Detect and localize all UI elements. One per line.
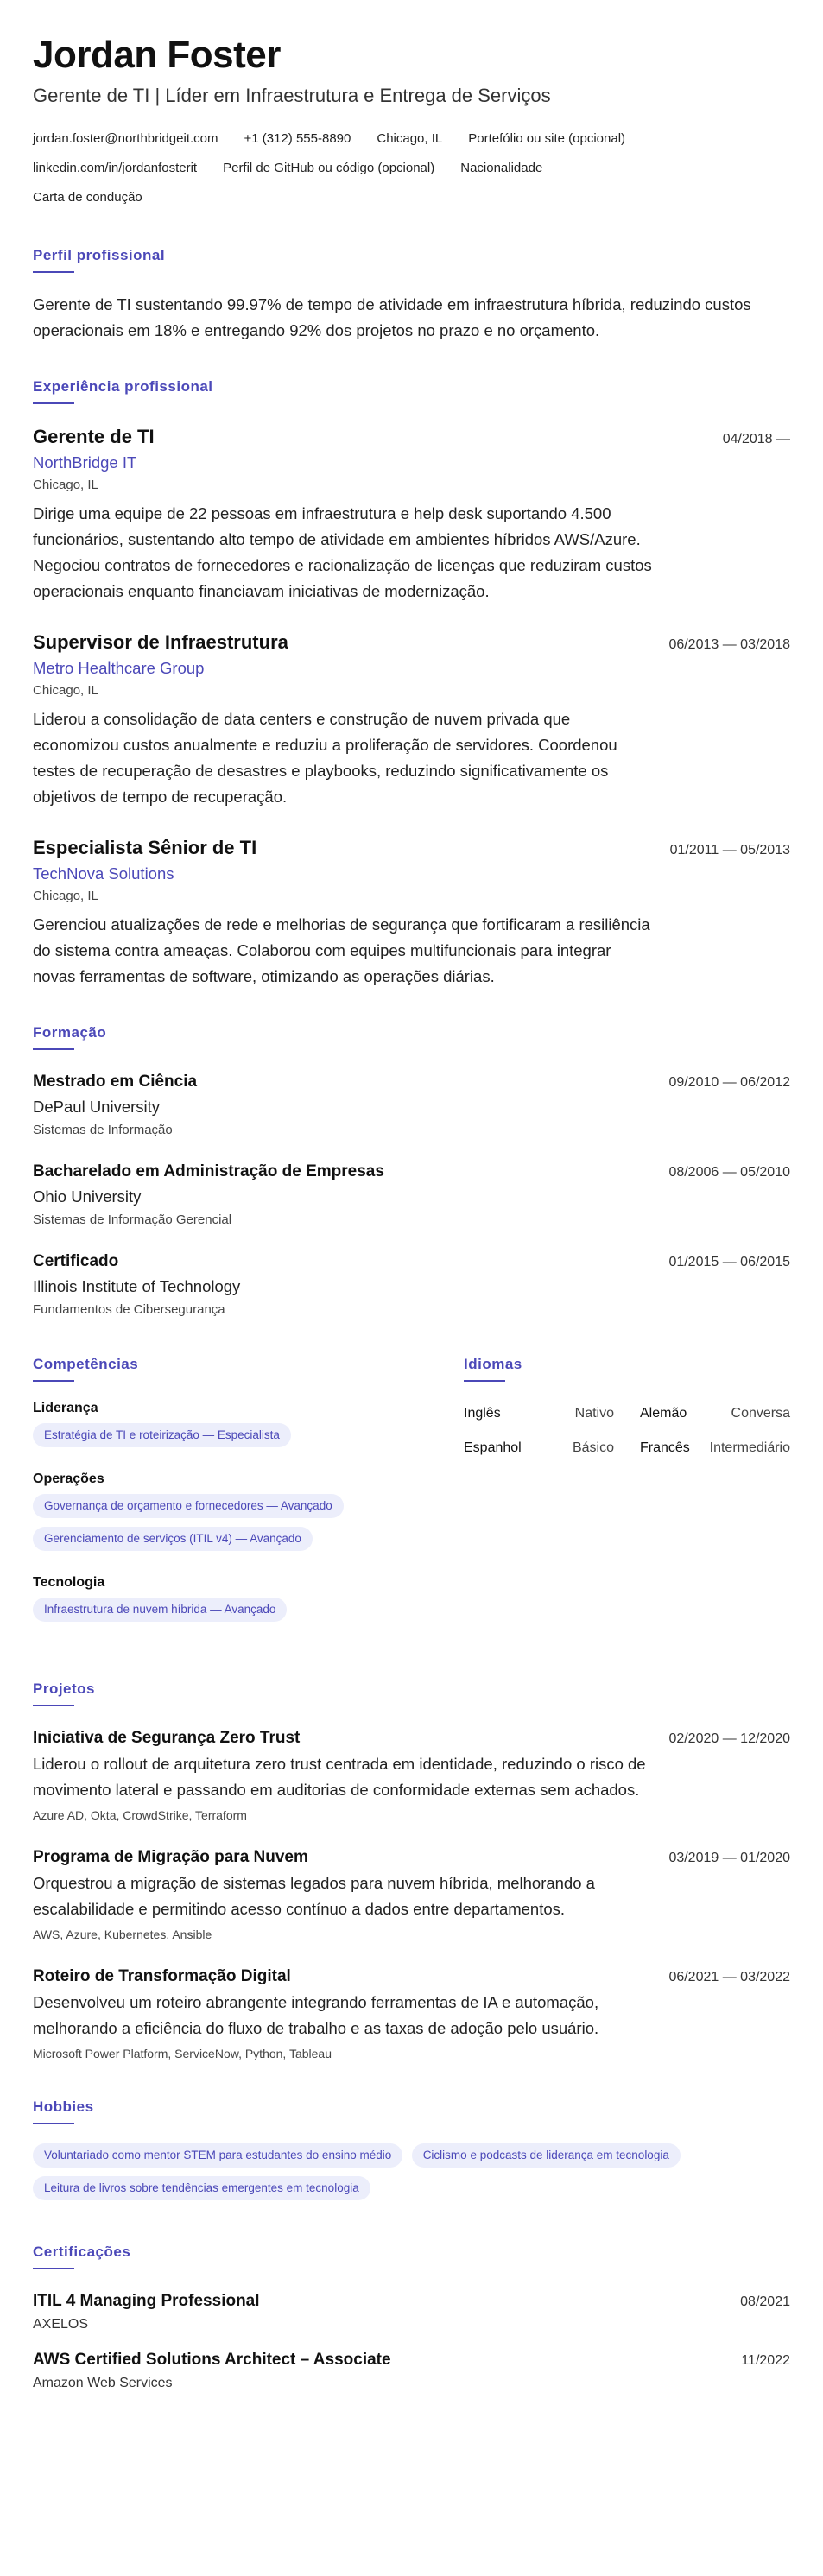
job-dates: 01/2011 — 05/2013 (669, 843, 790, 858)
section-divider (33, 402, 74, 404)
language-name: Alemão (640, 1406, 687, 1421)
language-level: Intermediário (709, 1440, 790, 1455)
certification-issuer: AXELOS (33, 2317, 89, 2332)
project-entry (33, 1845, 790, 1945)
project-title: Iniciativa de Segurança Zero Trust (33, 1729, 301, 1747)
section-divider (464, 1380, 505, 1382)
languages-section (464, 1356, 790, 1646)
contact-nationality: Nacionalidade (460, 161, 543, 175)
language-level: Conversa (731, 1406, 790, 1421)
education-field: Sistemas de Informação (33, 1123, 173, 1137)
section-title: Competências (33, 1356, 139, 1372)
project-header (33, 1845, 790, 1870)
skills-section (33, 1356, 429, 1646)
section-title: Formação (33, 1024, 107, 1041)
job-description: Gerenciou atualizações de rede e melhorias de segurança que fortificaram a resiliência do sistema contra ameaças. Colaborou com equipes multifuncionais para integrar novas ferramentas de software, otimizando as operações diárias. (33, 915, 650, 985)
project-header (33, 1964, 790, 1990)
certification-date: 11/2022 (741, 2353, 790, 2368)
education-field: Sistemas de Informação Gerencial (33, 1212, 232, 1227)
section-title: Perfil profissional (33, 247, 166, 263)
section-divider (33, 1705, 74, 1706)
certification-issuer: Amazon Web Services (33, 2376, 173, 2390)
skill-group-title: Tecnologia (33, 1575, 105, 1590)
hobby-chip: Ciclismo e podcasts de liderança em tecnologia (412, 2143, 681, 2168)
job-location: Chicago, IL (33, 683, 98, 698)
resume-header (33, 33, 790, 212)
contact-row (33, 183, 790, 212)
project-technologies: AWS, Azure, Kubernetes, Ansible (33, 1927, 212, 1941)
job-header (33, 423, 790, 451)
skill-chip: Infraestrutura de nuvem híbrida — Avançado (33, 1598, 287, 1622)
summary-text: Gerente de TI sustentando 99.97% de tempo de atividade em infraestrutura híbrida, reduzindo custos operacionais em 18% e entregando 92% dos projetos no prazo e no orçamento. (33, 295, 751, 339)
education-header (33, 1159, 790, 1185)
section-divider (33, 1380, 74, 1382)
education-school: Ohio University (33, 1187, 142, 1206)
skill-chip: Governança de orçamento e fornecedores — Avançado (33, 1494, 344, 1518)
section-divider (33, 271, 74, 273)
experience-section (33, 378, 790, 990)
education-degree: Certificado (33, 1252, 119, 1270)
language-name: Francês (640, 1440, 690, 1455)
language-name: Espanhol (464, 1440, 522, 1455)
project-title: Programa de Migração para Nuvem (33, 1848, 308, 1866)
project-technologies: Microsoft Power Platform, ServiceNow, Python, Tableau (33, 2047, 332, 2060)
education-entry (33, 1069, 790, 1142)
education-school: Illinois Institute of Technology (33, 1277, 241, 1295)
language-name: Inglês (464, 1406, 501, 1421)
candidate-headline: Gerente de TI | Líder em Infraestrutura e Entrega de Serviços (33, 85, 551, 106)
contact-location: Chicago, IL (377, 131, 443, 146)
education-dates: 09/2010 — 06/2012 (668, 1075, 790, 1090)
project-dates: 03/2019 — 01/2020 (668, 1851, 790, 1865)
certifications-section (33, 2244, 790, 2394)
language-item (464, 1401, 614, 1427)
job-entry (33, 629, 790, 810)
contact-email[interactable]: jordan.foster@northbridgeit.com (33, 131, 218, 146)
skill-group (33, 1472, 429, 1560)
education-dates: 08/2006 — 05/2010 (668, 1165, 790, 1180)
section-divider (33, 2123, 74, 2124)
education-degree: Bacharelado em Administração de Empresas (33, 1162, 384, 1180)
project-title: Roteiro de Transformação Digital (33, 1967, 291, 1985)
section-title: Hobbies (33, 2098, 94, 2115)
job-dates: 04/2018 — (722, 432, 790, 446)
project-technologies: Azure AD, Okta, CrowdStrike, Terraform (33, 1808, 247, 1822)
hobby-chips (33, 2143, 790, 2209)
projects-section (33, 1680, 790, 2064)
job-title: Gerente de TI (33, 426, 155, 447)
contact-row (33, 124, 790, 154)
education-school: DePaul University (33, 1098, 161, 1116)
certification-title: ITIL 4 Managing Professional (33, 2292, 260, 2310)
skill-group (33, 1401, 429, 1456)
education-dates: 01/2015 — 06/2015 (668, 1255, 790, 1269)
contact-portfolio[interactable]: Portefólio ou site (opcional) (468, 131, 626, 146)
job-company[interactable]: Metro Healthcare Group (33, 659, 205, 677)
skills-languages-row (33, 1356, 790, 1646)
project-dates: 02/2020 — 12/2020 (668, 1731, 790, 1746)
certification-date: 08/2021 (740, 2294, 790, 2309)
job-entry (33, 423, 790, 604)
project-description: Orquestrou a migração de sistemas legados para nuvem híbrida, melhorando a escalabilidade e permitindo acesso contínuo a dados entre departamentos. (33, 1874, 595, 1918)
project-entry (33, 1725, 790, 1826)
job-title: Supervisor de Infraestrutura (33, 631, 288, 653)
hobby-chip: Voluntariado como mentor STEM para estudantes do ensino médio (33, 2143, 402, 2168)
language-level: Nativo (574, 1406, 614, 1421)
job-dates: 06/2013 — 03/2018 (668, 637, 790, 652)
section-title: Experiência profissional (33, 378, 213, 395)
section-title: Certificações (33, 2244, 131, 2260)
section-title: Idiomas (464, 1356, 522, 1372)
project-description: Liderou o rollout de arquitetura zero trust centrada em identidade, reduzindo o risco de movimento lateral e passando em auditorias de conformidade externas sem achados. (33, 1755, 646, 1799)
skill-group-title: Liderança (33, 1401, 98, 1415)
contact-linkedin[interactable]: linkedin.com/in/jordanfosterit (33, 161, 198, 175)
job-company[interactable]: NorthBridge IT (33, 453, 137, 472)
section-divider (33, 2268, 74, 2269)
job-company[interactable]: TechNova Solutions (33, 864, 174, 883)
section-divider (33, 1048, 74, 1050)
project-header (33, 1725, 790, 1751)
candidate-name: Jordan Foster (33, 34, 281, 76)
certification-entry (33, 2347, 790, 2394)
language-item (464, 1435, 614, 1461)
education-header (33, 1249, 790, 1275)
certification-header (33, 2288, 790, 2314)
education-section (33, 1024, 790, 1321)
contact-info (33, 124, 790, 212)
hobbies-section (33, 2098, 790, 2209)
education-entry (33, 1249, 790, 1321)
skill-group-title: Operações (33, 1472, 104, 1486)
job-title: Especialista Sênior de TI (33, 837, 257, 858)
job-entry (33, 834, 790, 990)
language-item (640, 1435, 790, 1461)
education-field: Fundamentos de Cibersegurança (33, 1302, 225, 1317)
education-entry (33, 1159, 790, 1231)
project-dates: 06/2021 — 03/2022 (668, 1970, 790, 1984)
job-location: Chicago, IL (33, 478, 98, 492)
skill-chip: Estratégia de TI e roteirização — Especialista (33, 1423, 291, 1447)
education-header (33, 1069, 790, 1095)
language-level: Básico (572, 1440, 614, 1455)
contact-drivers-license: Carta de condução (33, 190, 142, 205)
job-header (33, 629, 790, 656)
contact-github[interactable]: Perfil de GitHub ou código (opcional) (223, 161, 435, 175)
section-title: Projetos (33, 1680, 96, 1697)
skill-chip: Gerenciamento de serviços (ITIL v4) — Avançado (33, 1527, 313, 1551)
job-header (33, 834, 790, 862)
hobby-chip: Leitura de livros sobre tendências emergentes em tecnologia (33, 2176, 370, 2200)
certification-title: AWS Certified Solutions Architect – Associate (33, 2351, 391, 2369)
project-description: Desenvolveu um roteiro abrangente integrando ferramentas de IA e automação, melhorando a eficiência do fluxo de trabalho e as taxas de adoção pelo usuário. (33, 1993, 599, 2037)
education-degree: Mestrado em Ciência (33, 1073, 198, 1091)
certification-entry (33, 2288, 790, 2335)
skill-group (33, 1575, 429, 1630)
certification-header (33, 2347, 790, 2373)
project-entry (33, 1964, 790, 2064)
job-description: Liderou a consolidação de data centers e construção de nuvem privada que economizou custos anualmente e reduziu a proliferação de servidores. Coordenou testes de recuperação de desastres e playbooks, reduzindo significativamente os objetivos de tempo de recuperação. (33, 710, 617, 806)
contact-phone[interactable]: +1 (312) 555-8890 (244, 131, 351, 146)
languages-grid (464, 1401, 790, 1461)
job-location: Chicago, IL (33, 889, 98, 903)
contact-row (33, 154, 790, 183)
job-description: Dirige uma equipe de 22 pessoas em infraestrutura e help desk suportando 4.500 funcionários, sustentando alto tempo de atividade em ambientes híbridos AWS/Azure. Negociou contratos de fornecedores e racionalização de licenças que reduziram custos operacionais enquanto financiavam iniciativas de modernização. (33, 504, 652, 600)
summary-section (33, 247, 790, 344)
language-item (640, 1401, 790, 1427)
